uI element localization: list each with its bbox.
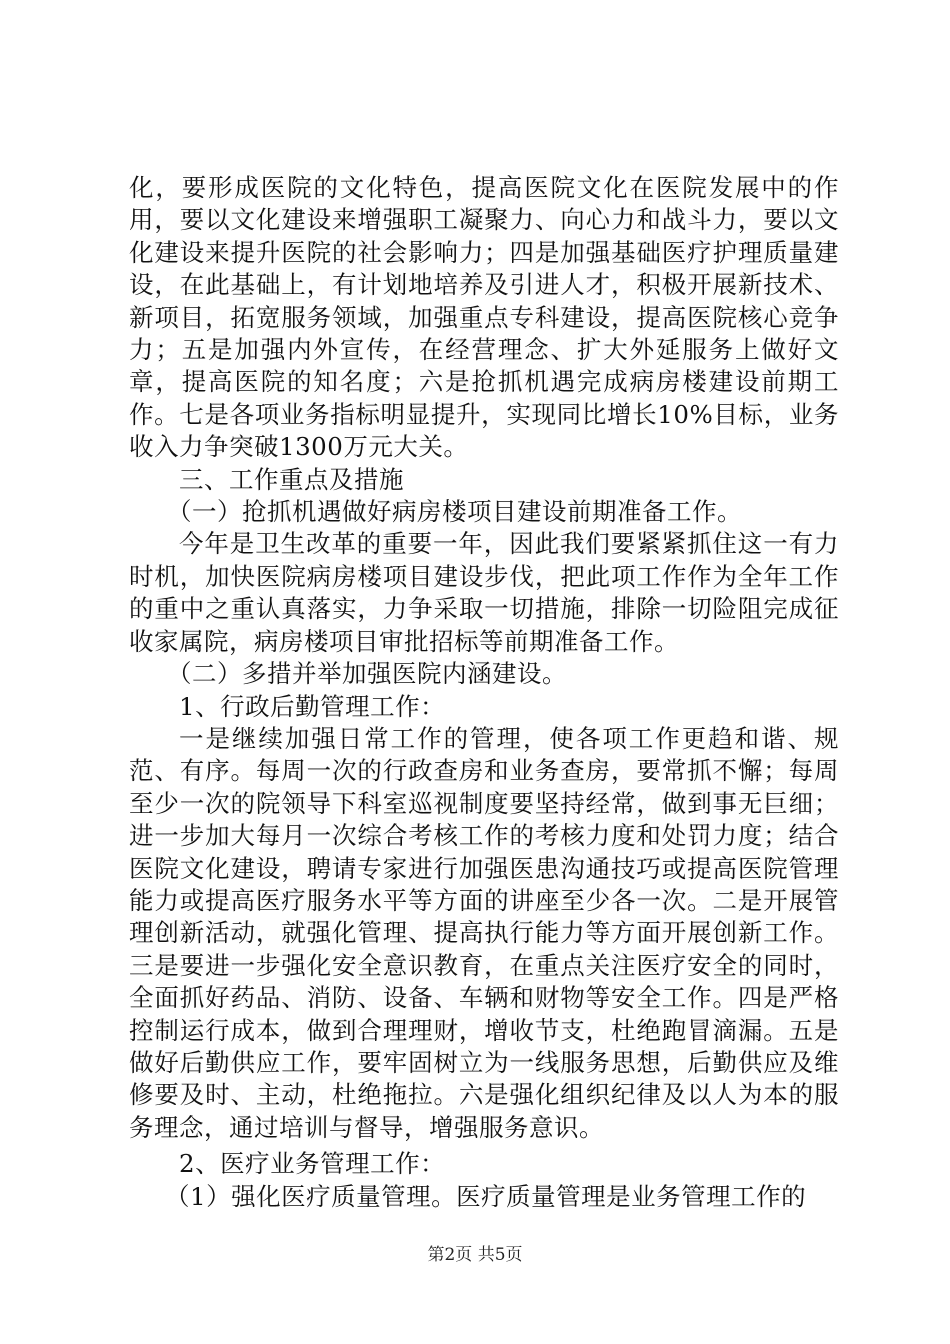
paragraph-culture-goals: 化，要形成医院的文化特色，提高医院文化在医院发展中的作用，要以文化建设来增强职工凝聚力、向心力和战斗力，要以文化建设来提升医院的社会影响力；四是加强基础医疗护理质量建设，在此基础上，有计划地培养及引进人才，积极开展新技术、新项目，拓宽服务领域，加强重点专科建设，提高医院核心竞争力；五是加强内外宣传，在经营理念、扩大外延服务上做好文章，提高医院的知名度；六是抢抓机遇完成病房楼建设前期工作。七是各项业务指标明显提升，实现同比增长10%目标，业务收入力争突破1300万元大关。 [129,173,839,462]
paragraph-quality: （1）强化医疗质量管理。医疗质量管理是业务管理工作的 [165,1181,807,1211]
subheading-1: （一）抢抓机遇做好病房楼项目建设前期准备工作。 [167,497,742,527]
page-number: 第2页 共5页 [427,1245,523,1265]
page-footer [0,1240,950,1265]
paragraph-ward-building: 今年是卫生改革的重要一年，因此我们要紧紧抓住这一有力时机，加快医院病房楼项目建设步伐，把此项工作作为全年工作的重中之重认真落实，力争采取一切措施，排除一切险阻完成征收家属院，病房楼项目审批招标等前期准备工作。 [129,529,839,656]
section-heading-3: 三、工作重点及措施 [179,464,404,494]
item-heading-admin: 1、行政后勤管理工作： [179,691,446,721]
paragraph-admin-work: 一是继续加强日常工作的管理，使各项工作更趋和谐、规范、有序。每周一次的行政查房和业务查房，要常抓不懈；每周至少一次的院领导下科室巡视制度要坚持经常，做到事无巨细；进一步加大每月一次综合考核工作的考核力度和处罚力度；结合医院文化建设，聘请专家进行加强医患沟通技巧或提高医院管理能力或提高医疗服务水平等方面的讲座至少各一次。二是开展管理创新活动，就强化管理、提高执行能力等方面开展创新工作。三是要进一步强化安全意识教育，在重点关注医疗安全的同时，全面抓好药品、消防、设备、车辆和财物等安全工作。四是严格控制运行成本，做到合理理财，增收节支，杜绝跑冒滴漏。五是做好后勤供应工作，要牢固树立为一线服务思想，后勤供应及维修要及时、主动，杜绝拖拉。六是强化组织纪律及以人为本的服务理念，通过培训与督导，增强服务意识。 [129,723,839,1142]
document-body [129,172,839,1213]
subheading-2: （二）多措并举加强医院内涵建设。 [167,659,567,689]
item-heading-medical: 2、医疗业务管理工作： [179,1149,446,1179]
